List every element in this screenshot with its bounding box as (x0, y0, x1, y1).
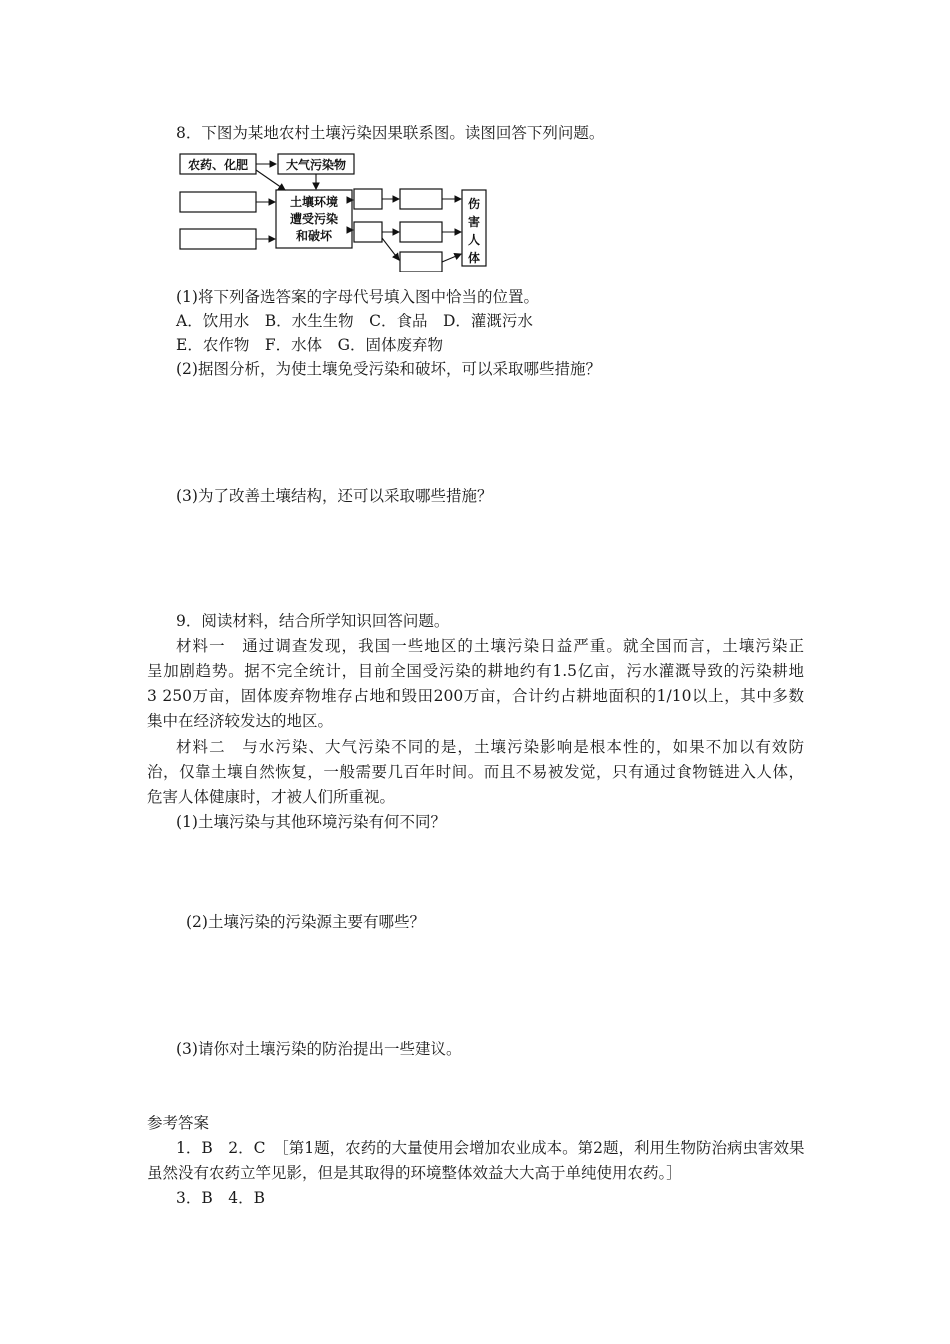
answers-line3: 3．B 4．B (176, 1189, 266, 1207)
blank-box-right-2[interactable] (400, 222, 442, 242)
box-harm-char-1: 伤 (467, 197, 481, 211)
q9-material1-line3: 3 250万亩，固体废弃物堆存占地和毁田200万亩，合计约占耕地面积的1/10以上，其中多数 (147, 687, 804, 705)
blank-box-right-1[interactable] (400, 189, 442, 209)
q9-sub3: (3)请你对土壤污染的防治提出一些建议。 (176, 1040, 462, 1058)
q9-sub2: (2)土壤污染的污染源主要有哪些？ (186, 913, 425, 931)
q9-stem: 9．阅读材料，结合所学知识回答问题。 (176, 612, 450, 630)
q8-sub1: (1)将下列备选答案的字母代号填入图中恰当的位置。 (176, 288, 539, 306)
box-harm-char-4: 体 (467, 251, 481, 265)
box-pesticide-label: 农药、化肥 (187, 158, 249, 172)
q8-sub3: (3)为了改善土壤结构，还可以采取哪些措施？ (176, 487, 493, 505)
box-soil-line-2: 遭受污染 (289, 212, 339, 226)
q8-options-line2: E．农作物 F．水体 G．固体废弃物 (176, 336, 443, 354)
q9-material2-line1: 材料二 与水污染、大气污染不同的是，土壤污染影响是根本性的，如果不加以有效防 (176, 738, 804, 756)
q9-material1-line1: 材料一 通过调查发现，我国一些地区的土壤污染日益严重。就全国而言，土壤污染正 (176, 637, 804, 655)
box-air-label: 大气污染物 (285, 158, 347, 172)
box-harm-char-2: 害 (467, 215, 481, 229)
q9-material2-line2: 治，仅靠土壤自然恢复，一般需要几百年时间。而且不易被发觉，只有通过食物链进入人体， (147, 763, 804, 781)
box-harm-char-3: 人 (467, 233, 481, 247)
soil-pollution-diagram (170, 150, 510, 272)
blank-box-left-2[interactable] (180, 229, 256, 249)
blank-box-mid-2[interactable] (354, 222, 382, 242)
q9-material1-line2: 呈加剧趋势。据不完全统计，目前全国受污染的耕地约有1.5亿亩，污水灌溉导致的污染耕地 (147, 662, 804, 680)
q8-options-line1: A．饮用水 B．水生生物 C．食品 D．灌溉污水 (176, 312, 533, 330)
blank-box-left-1[interactable] (180, 192, 256, 212)
q9-sub1: (1)土壤污染与其他环境污染有何不同？ (176, 813, 446, 831)
blank-box-right-3[interactable] (400, 252, 442, 272)
box-soil-line-1: 土壤环境 (289, 195, 339, 209)
q8-stem: 8．下图为某地农村土壤污染因果联系图。读图回答下列问题。 (176, 124, 605, 142)
answers-line2: 虽然没有农药立竿见影，但是其取得的环境整体效益大大高于单纯使用农药。］ (147, 1164, 682, 1182)
answers-heading: 参考答案 (147, 1114, 210, 1132)
q8-sub2: (2)据图分析，为使土壤免受污染和破坏，可以采取哪些措施？ (176, 360, 601, 378)
q9-material1-line4: 集中在经济较发达的地区。 (147, 712, 334, 730)
q9-material2-line3: 危害人体健康时，才被人们所重视。 (147, 788, 396, 806)
blank-box-mid-1[interactable] (354, 189, 382, 209)
box-soil-line-3: 和破坏 (295, 229, 333, 243)
answers-line1: 1．B 2．C ［第1题，农药的大量使用会增加农业成本。第2题，利用生物防治病虫害效果 (176, 1139, 805, 1157)
